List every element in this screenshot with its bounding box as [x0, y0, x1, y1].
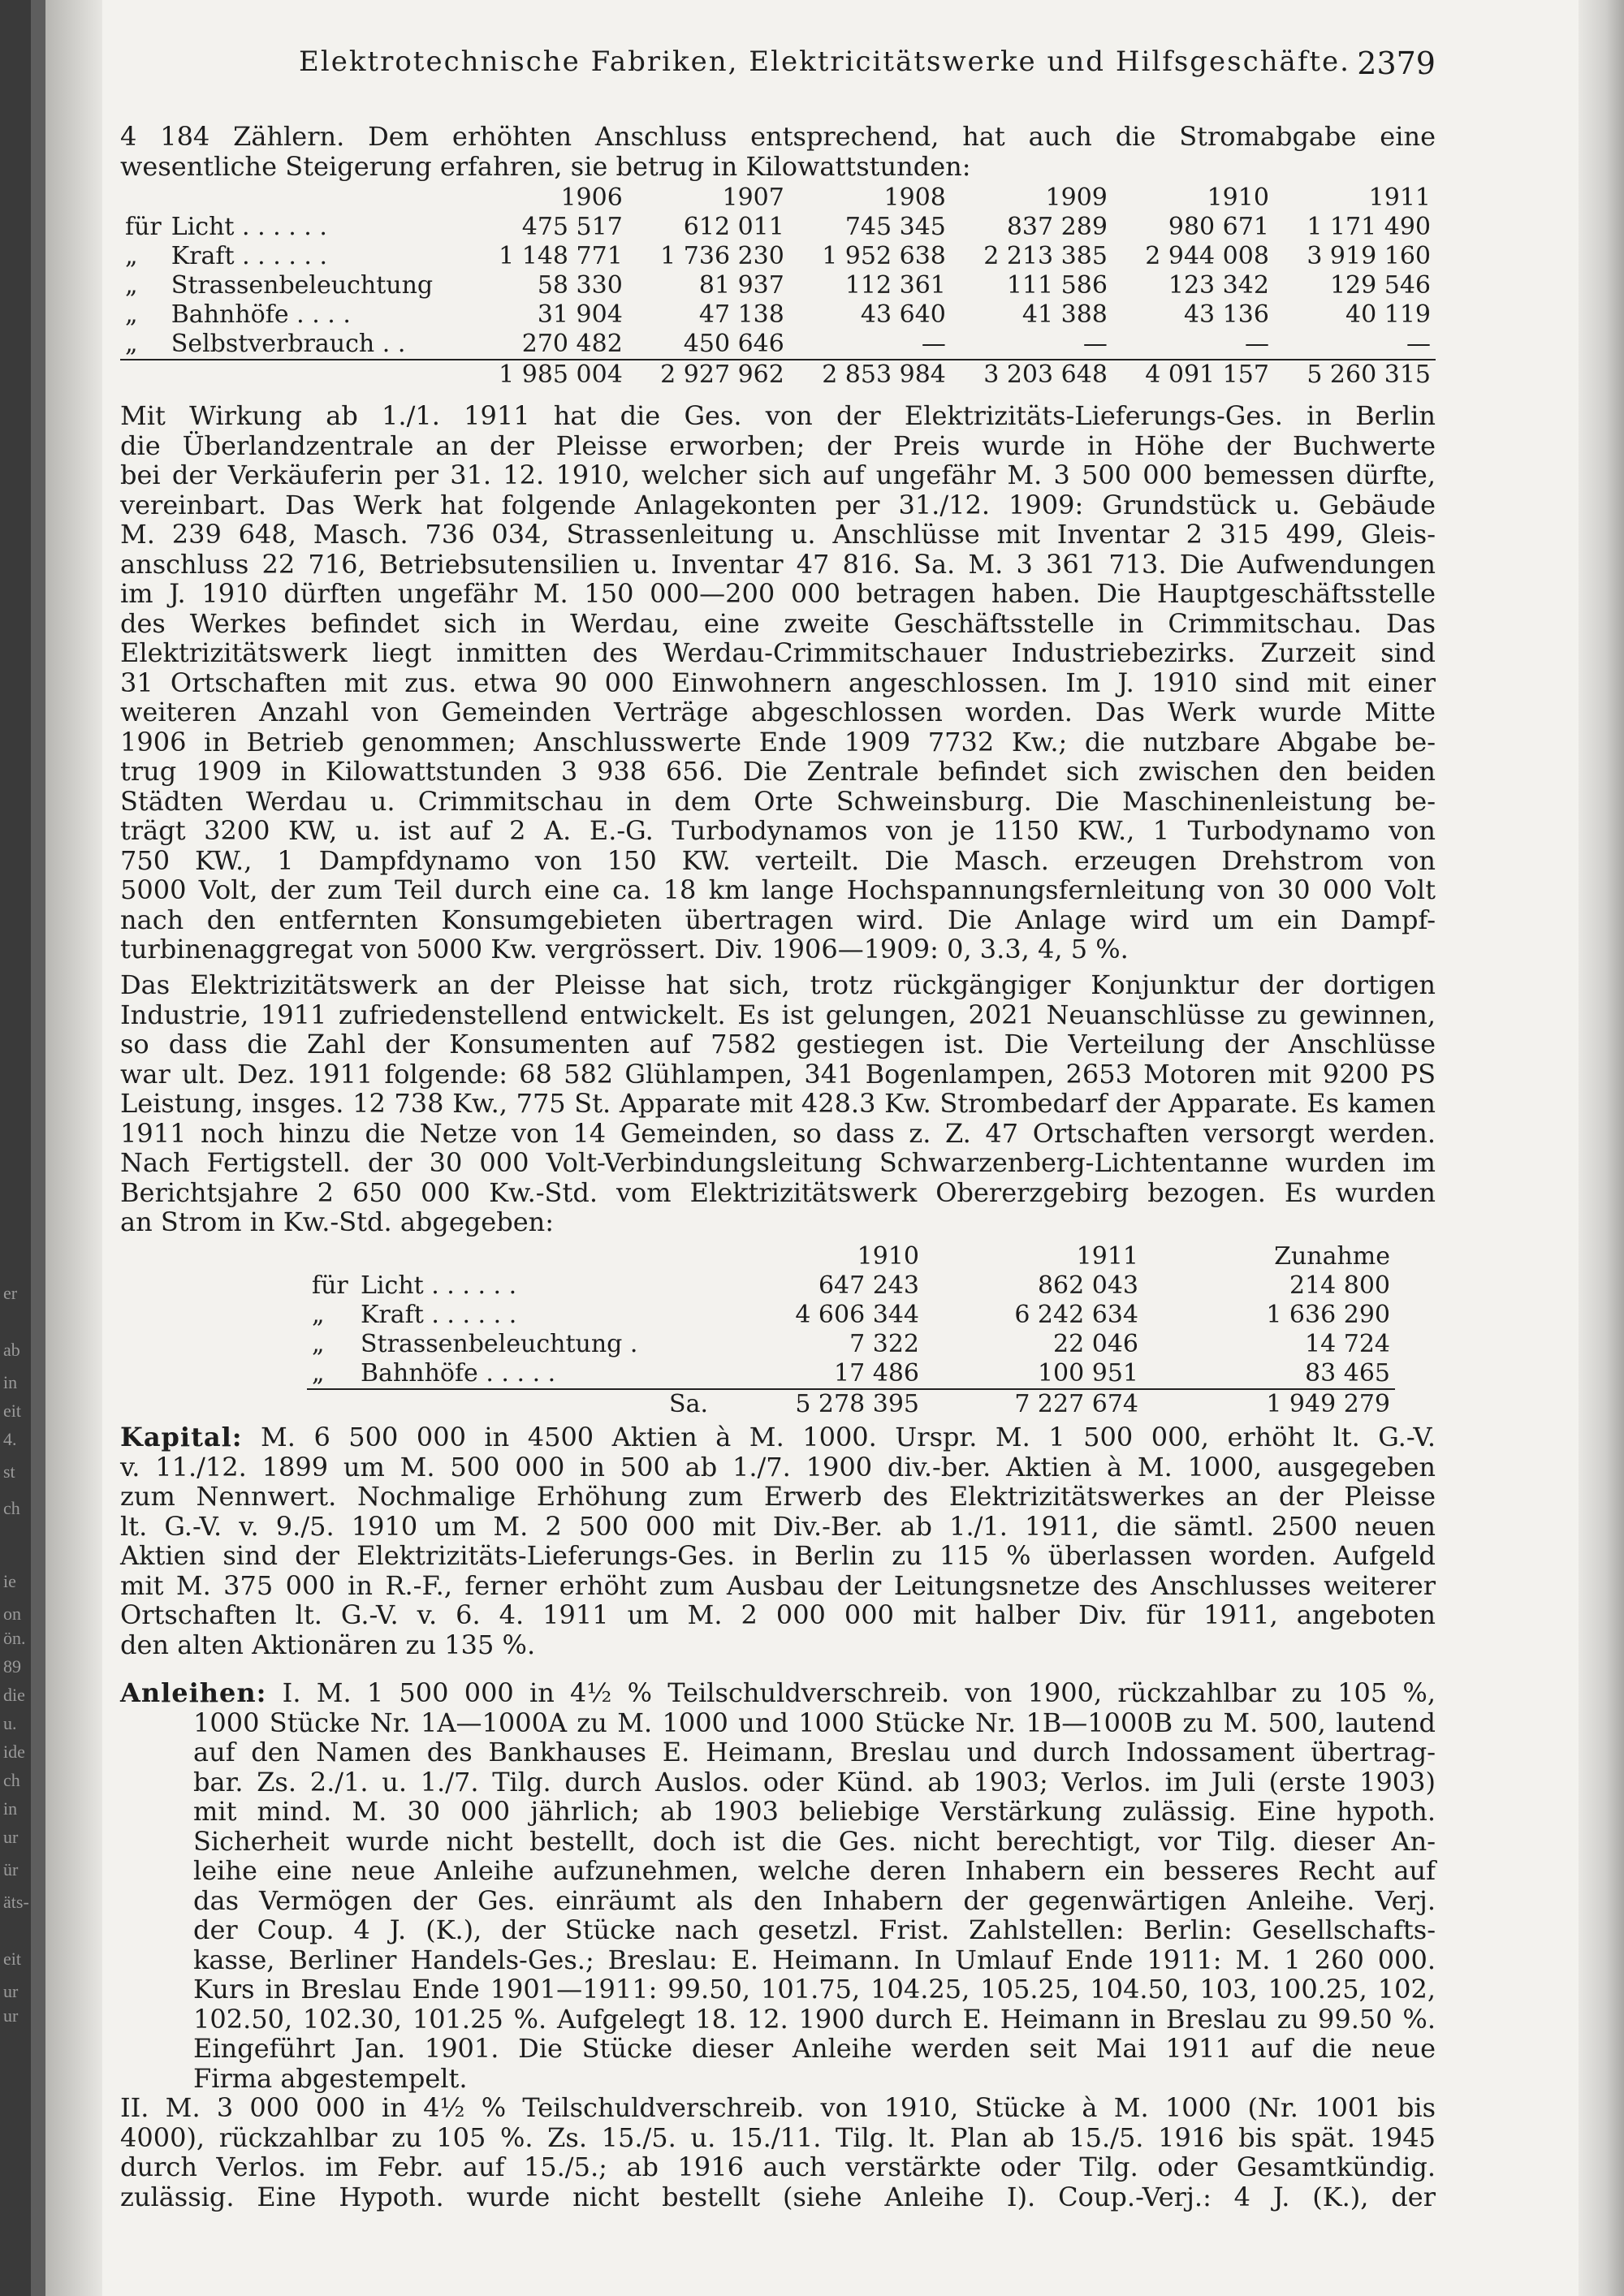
text-line: Ortschaften lt. G.-V. v. 6. 4. 1911 um M. 2 000 000 mit halber Div. für 1911, angeboten	[120, 1599, 1436, 1630]
cell: 111 586	[1006, 271, 1108, 300]
text-line: Leistung, insges. 12 738 Kw., 775 St. Apparate mit 428.3 Kw. Strombedarf der Apparate. Es kamen	[120, 1088, 1436, 1119]
row-label: Strassenbeleuchtung	[171, 271, 434, 300]
margin-fragment: st	[3, 1461, 15, 1482]
row-prefix: „	[125, 242, 138, 270]
text-line: war ult. Dez. 1911 folgende: 68 582 Glühlampen, 341 Bogenlampen, 2653 Motoren mit 9200 PS	[120, 1058, 1436, 1090]
year-header: 1908	[883, 183, 946, 212]
margin-fragment: 89	[3, 1656, 21, 1677]
row-prefix: „	[312, 1301, 325, 1329]
row-prefix: „	[125, 300, 138, 329]
cell: 129 546	[1329, 271, 1431, 300]
row-label: Licht . . . . . .	[171, 213, 327, 241]
margin-fragment: 4.	[3, 1429, 17, 1449]
cell: 47 138	[698, 300, 784, 329]
table-power-output-1910-1911	[307, 1242, 1395, 1419]
text-line: nach den entfernten Konsumgebieten übertragen wird. Die Anlage wird um ein Dampf-	[120, 904, 1436, 935]
row-label: Kraft . . . . . .	[361, 1301, 517, 1329]
margin-fragment: ie	[3, 1571, 16, 1591]
table-row	[120, 300, 1436, 330]
cell: 100 951	[1037, 1359, 1138, 1388]
margin-fragment: ab	[3, 1340, 20, 1360]
text-line: an Strom in Kw.-Std. abgegeben:	[120, 1206, 555, 1237]
text-line: Sicherheit wurde nicht bestellt, doch ist die Ges. nicht berechtigt, vor Tilg. dieser An-	[193, 1825, 1436, 1857]
total-cell: 1 949 279	[1143, 1389, 1395, 1419]
total-cell: 2 927 962	[628, 360, 789, 390]
text-line: mit mind. M. 30 000 jährlich; ab 1903 beliebige Verstärkung zulässig. Eine hypoth.	[193, 1796, 1436, 1827]
column-header: Zunahme	[1274, 1242, 1390, 1271]
text-line: kasse, Berliner Handels-Ges.; Breslau: E. Heimann. In Umlauf Ende 1911: M. 1 260 000.	[193, 1944, 1436, 1975]
cell: 745 345	[844, 213, 946, 241]
cell: 980 671	[1168, 213, 1269, 241]
text-line: 31 Ortschaften mit zus. etwa 90 000 Einwohnern angeschlossen. Im J. 1910 sind mit einer	[120, 667, 1436, 698]
table-power-output-1906-1911	[120, 183, 1436, 390]
text-line: M. 239 648, Masch. 736 034, Strassenleitung u. Anschlüsse mit Inventar 2 315 499, Gleis-	[120, 519, 1436, 550]
text-line: durch Verlos. im Febr. auf 15./5.; ab 1916 auch verstärkte oder Tilg. oder Gesamtkündig.	[120, 2151, 1436, 2182]
text-line: Städten Werdau u. Crimmitschau in dem Orte Schweinsburg. Die Maschinenleistung be-	[120, 785, 1436, 817]
table-header-row	[120, 183, 1436, 213]
year-header: 1910	[1207, 183, 1269, 212]
text-line: trägt 3200 KW, u. ist auf 2 A. E.-G. Turbodynamos von je 1150 KW., 1 Turbodynamo von	[120, 815, 1436, 846]
text-line: II. M. 3 000 000 in 4½ % Teilschuldverschreib. von 1910, Stücke à M. 1000 (Nr. 1001 bis	[120, 2092, 1436, 2123]
total-cell: 4 091 157	[1112, 360, 1274, 390]
text-line: Mit Wirkung ab 1./1. 1911 hat die Ges. von der Elektrizitäts-Lieferungs-Ges. in Berlin	[120, 400, 1436, 431]
text-run: M. 6 500 000 in 4500 Aktien à M. 1000. Urspr. M. 1 500 000, erhöht lt. G.-V.	[242, 1422, 1436, 1452]
text-line: 1000 Stücke Nr. 1A—1000A zu M. 1000 und 1000 Stücke Nr. 1B—1000B zu M. 500, lautend	[193, 1707, 1436, 1738]
text-line: Industrie, 1911 zufriedenstellend entwickelt. Es ist gelungen, 2021 Neuanschlüsse zu gewinnen,	[120, 999, 1436, 1030]
cell: 41 388	[1021, 300, 1108, 329]
row-label: Kraft . . . . . .	[171, 242, 327, 270]
margin-fragment: u.	[3, 1713, 17, 1733]
text-line: bar. Zs. 2./1. u. 1./7. Tilg. durch Auslos. oder Künd. ab 1903; Verlos. im Juli (erste 1903)	[193, 1766, 1436, 1798]
row-label: Strassenbeleuchtung .	[361, 1330, 638, 1358]
cell: 31 904	[537, 300, 623, 329]
margin-fragment: ür	[3, 1859, 19, 1880]
text-line	[120, 1678, 1436, 1708]
text-line: Kurs in Breslau Ende 1901—1911: 99.50, 101.75, 104.25, 105.25, 104.50, 103, 100.25, 102,	[193, 1974, 1436, 2005]
text-line: 5000 Volt, der zum Teil durch eine ca. 18 km lange Hochspannungsfernleitung von 30 000 Volt	[120, 874, 1436, 905]
table-row	[307, 1359, 1395, 1389]
margin-fragment: äts-	[3, 1892, 29, 1912]
page-number: 2379	[1357, 45, 1436, 81]
cell: —	[1406, 330, 1431, 358]
row-label: Licht . . . . . .	[361, 1271, 517, 1300]
section-anleihen	[120, 1678, 1436, 2212]
cell: 4 606 344	[795, 1301, 919, 1329]
margin-fragment: ch	[3, 1770, 20, 1790]
text-line: anschluss 22 716, Betriebsutensilien u. Inventar 47 816. Sa. M. 3 361 713. Die Aufwendungen	[120, 548, 1436, 580]
table-row	[120, 213, 1436, 242]
margin-fragment: ön.	[3, 1628, 26, 1648]
column-header: 1911	[1076, 1242, 1138, 1271]
text-line: auf den Namen des Bankhauses E. Heimann, Breslau und durch Indossament übertrag-	[193, 1737, 1436, 1767]
total-cell: 7 227 674	[924, 1389, 1143, 1419]
total-cell: 3 203 648	[951, 360, 1112, 390]
cell: 862 043	[1037, 1271, 1138, 1300]
text-line: 750 KW., 1 Dampfdynamo von 150 KW. verteilt. Die Masch. erzeugen Drehstrom von	[120, 844, 1436, 876]
text-line: Eingeführt Jan. 1901. Die Stücke dieser Anleihe werden seit Mai 1911 auf die neue	[193, 2033, 1436, 2064]
paragraph-development-1911	[120, 970, 1436, 1237]
cell: —	[1244, 330, 1269, 358]
margin-fragment: ur	[3, 2005, 19, 2026]
margin-fragment: ch	[3, 1498, 20, 1518]
margin-fragment: on	[3, 1603, 21, 1624]
text-line	[120, 1422, 1436, 1452]
total-cell: 2 853 984	[789, 360, 951, 390]
book-binding-shadow	[31, 0, 45, 2296]
cell: 17 486	[834, 1359, 919, 1388]
table-header-row	[307, 1242, 1395, 1271]
cell: 837 289	[1006, 213, 1108, 241]
section-kapital	[120, 1422, 1436, 1659]
cell: 1 736 230	[660, 242, 784, 270]
facing-page-strip	[45, 0, 102, 2296]
cell: 1 952 638	[822, 242, 946, 270]
cell: 81 937	[698, 271, 784, 300]
text-line: die Überlandzentrale an der Pleisse erworben; der Preis wurde in Höhe der Buchwerte	[120, 429, 1436, 461]
total-cell: 1 985 004	[466, 360, 628, 390]
table-row	[120, 242, 1436, 271]
cell: 1 171 490	[1307, 213, 1431, 241]
text-line: zulässig. Eine Hypoth. wurde nicht bestellt (siehe Anleihe I). Coup.-Verj.: 4 J. (K.), der	[120, 2181, 1436, 2212]
text-line: weiteren Anzahl von Gemeinden Verträge abgeschlossen worden. Das Werk wurde Mitte	[120, 697, 1436, 727]
cell: 612 011	[683, 213, 784, 241]
cell: 112 361	[844, 271, 946, 300]
text-line: 102.50, 102.30, 101.25 %. Aufgelegt 18. 12. 1900 durch E. Heimann in Breslau zu 99.50 %.	[193, 2003, 1436, 2035]
text-line: 1911 noch hinzu die Netze von 14 Gemeinden, so dass z. Z. 47 Ortschaften versorgt werden.	[120, 1117, 1436, 1149]
row-prefix: „	[125, 330, 138, 358]
total-cell: 5 278 395	[713, 1389, 924, 1419]
text-line: so dass die Zahl der Konsumenten auf 7582 gestiegen ist. Die Verteilung der Anschlüsse	[120, 1029, 1436, 1060]
text-line: bei der Verkäuferin per 31. 12. 1910, welcher sich auf ungefähr M. 3 500 000 bemessen dürfte,	[120, 460, 1436, 490]
text-line: lt. G.-V. v. 9./5. 1910 um M. 2 500 000 mit Div.-Ber. ab 1./1. 1911, die sämtl. 2500 neuen	[120, 1510, 1436, 1542]
margin-fragment: eit	[3, 1949, 21, 1969]
margin-fragment: ur	[3, 1827, 19, 1847]
table-row	[307, 1330, 1395, 1359]
text-line: trug 1909 in Kilowattstunden 3 938 656. Die Zentrale befindet sich zwischen den beiden	[120, 756, 1436, 787]
column-header: 1910	[857, 1242, 919, 1271]
table-row	[307, 1301, 1395, 1330]
cell: 2 944 008	[1145, 242, 1269, 270]
table-row	[307, 1271, 1395, 1301]
cell: 58 330	[537, 271, 623, 300]
row-label: Selbstverbrauch . .	[171, 330, 406, 358]
cell: —	[1082, 330, 1108, 358]
table-row	[120, 271, 1436, 300]
cell: 2 213 385	[983, 242, 1108, 270]
row-prefix: „	[312, 1359, 325, 1388]
margin-fragment: eit	[3, 1400, 21, 1421]
cell: 3 919 160	[1307, 242, 1431, 270]
total-label: Sa.	[356, 1389, 713, 1419]
intro-paragraph	[120, 122, 1436, 181]
table-total-row	[307, 1389, 1395, 1419]
year-header: 1911	[1368, 183, 1431, 212]
text-line: 4000), rückzahlbar zu 105 %. Zs. 15./5. u. 15./11. Tilg. lt. Plan ab 15./5. 1916 bis spät. 1945	[120, 2121, 1436, 2153]
text-line: Firma abgestempelt.	[193, 2062, 468, 2094]
year-header: 1907	[722, 183, 784, 212]
cell: 40 119	[1345, 300, 1431, 329]
text-line: den alten Aktionären zu 135 %.	[120, 1629, 536, 1660]
total-cell: 5 260 315	[1274, 360, 1436, 390]
text-line: turbinenaggregat von 5000 Kw. vergrössert. Div. 1906—1909: 0, 3.3, 4, 5 %.	[120, 934, 1129, 965]
running-header	[120, 45, 1436, 86]
row-prefix: „	[312, 1330, 325, 1358]
margin-fragment: ide	[3, 1741, 25, 1762]
text-run: I. M. 1 500 000 in 4½ % Teilschuldverschreib. von 1900, rückzahlbar zu 105 %,	[266, 1677, 1436, 1708]
section-heading: Anleihen:	[120, 1677, 267, 1708]
table-total-row	[120, 360, 1436, 390]
text-line: v. 11./12. 1899 um M. 500 000 in 500 ab 1./7. 1900 div.-ber. Aktien à M. 1000, ausgegeben	[120, 1451, 1436, 1482]
cell: 43 640	[860, 300, 946, 329]
row-label: Bahnhöfe . . . . .	[361, 1359, 556, 1388]
cell: 475 517	[521, 213, 623, 241]
text-line: wesentliche Steigerung erfahren, sie betrug in Kilowattstunden:	[120, 150, 971, 182]
cell: 22 046	[1053, 1330, 1138, 1358]
text-line: vereinbart. Das Werk hat folgende Anlagekonten per 31./12. 1909: Grundstück u. Gebäude	[120, 489, 1436, 520]
row-prefix: „	[125, 271, 138, 300]
text-line: des Werkes befindet sich in Werdau, eine zweite Geschäftsstelle in Crimmitschau. Das	[120, 607, 1436, 639]
cell: 123 342	[1168, 271, 1269, 300]
cell: 7 322	[849, 1330, 919, 1358]
cell: 83 465	[1305, 1359, 1390, 1388]
margin-fragment: in	[3, 1798, 18, 1819]
cell: —	[921, 330, 946, 358]
cell: 1 148 771	[499, 242, 623, 270]
text-line: im J. 1910 dürften ungefähr M. 150 000—200 000 betragen haben. Die Hauptgeschäftsstelle	[120, 578, 1436, 609]
text-line: Berichtsjahre 2 650 000 Kw.-Std. vom Elektrizitätswerk Obererzgebirg bezogen. Es wurden	[120, 1176, 1436, 1208]
header-title: Elektrotechnische Fabriken, Elektricitätswerke und Hilfsgeschäfte.	[299, 45, 1350, 78]
year-header: 1909	[1045, 183, 1108, 212]
cell: 214 800	[1289, 1271, 1390, 1300]
text-line: der Coup. 4 J. (K.), der Stücke nach gesetzl. Frist. Zahlstellen: Berlin: Gesellschafts-	[193, 1914, 1436, 1945]
cell: 43 136	[1183, 300, 1269, 329]
cell: 270 482	[521, 330, 623, 358]
row-label: Bahnhöfe . . . .	[171, 300, 351, 329]
margin-fragment: er	[3, 1283, 18, 1303]
margin-fragment: in	[3, 1372, 18, 1392]
page-edge-right	[1579, 0, 1624, 2296]
text-line: leihe eine neue Anleihe aufzunehmen, welche deren Inhabern ein besseres Recht auf	[193, 1855, 1436, 1886]
text-line: zum Nennwert. Nochmalige Erhöhung zum Erwerb des Elektrizitätswerkes an der Pleisse	[120, 1481, 1436, 1512]
text-line: 1906 in Betrieb genommen; Anschlusswerte Ende 1909 7732 Kw.; die nutzbare Abgabe be-	[120, 726, 1436, 757]
document-page	[120, 0, 1436, 2296]
text-line: Das Elektrizitätswerk an der Pleisse hat sich, trotz rückgängiger Konjunktur der dortigen	[120, 969, 1436, 1000]
text-line: Nach Fertigstell. der 30 000 Volt-Verbindungsleitung Schwarzenberg-Lichtentanne wurden im	[120, 1147, 1436, 1178]
row-prefix: für	[312, 1271, 348, 1300]
row-prefix: für	[125, 213, 162, 241]
paragraph-acquisition	[120, 401, 1436, 965]
cell: 1 636 290	[1266, 1301, 1390, 1329]
cell: 450 646	[683, 330, 784, 358]
table-row	[120, 330, 1436, 360]
cell: 6 242 634	[1014, 1301, 1138, 1329]
section-heading: Kapital:	[120, 1422, 243, 1452]
text-line: das Vermögen der Ges. einräumt als den Inhabern der gegenwärtigen Anleihe. Verj.	[193, 1884, 1436, 1916]
text-line: Elektrizitätswerk liegt inmitten des Werdau-Crimmitschauer Industriebezirks. Zurzeit sind	[120, 637, 1436, 668]
margin-fragment: die	[3, 1685, 25, 1705]
text-line: Aktien sind der Elektrizitäts-Lieferungs-Ges. in Berlin zu 115 % überlassen worden. Aufgeld	[120, 1540, 1436, 1571]
cell: 647 243	[818, 1271, 919, 1300]
margin-fragment: ur	[3, 1981, 19, 2001]
cell: 14 724	[1305, 1330, 1390, 1358]
year-header: 1906	[560, 183, 623, 212]
text-line: 4 184 Zählern. Dem erhöhten Anschluss entsprechend, hat auch die Stromabgabe eine	[120, 121, 1436, 152]
text-line: mit M. 375 000 in R.-F., ferner erhöht zum Ausbau der Leitungsnetze des Anschlusses weiterer	[120, 1569, 1436, 1601]
